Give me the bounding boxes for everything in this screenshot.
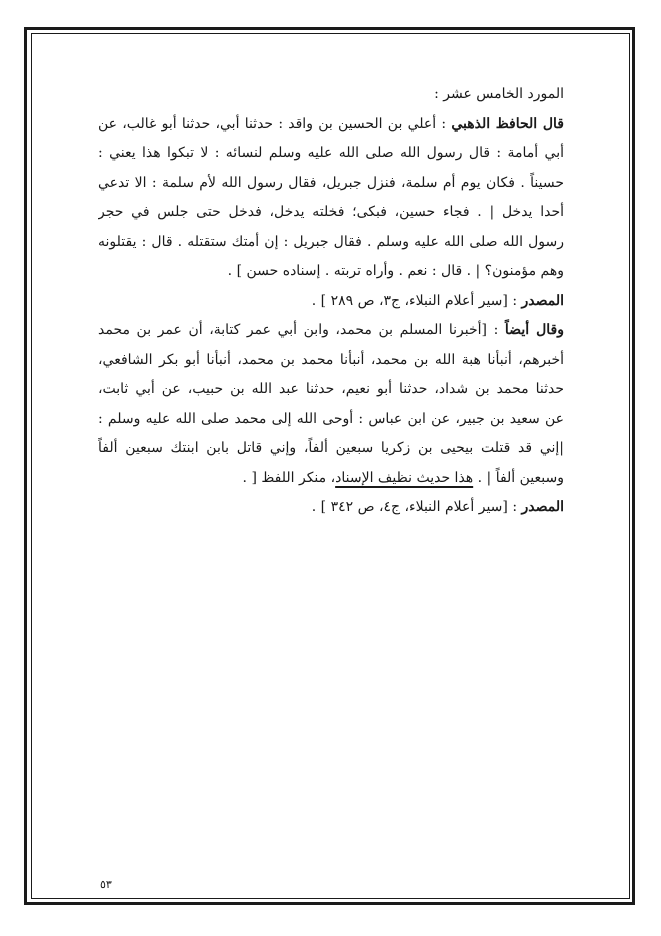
narration-line <box>98 464 564 494</box>
narration-line: أخبرهم، أنبأنا هبة الله بن محمد، أنبأنا محمد بن محمد، أنبأنا أبو بكر الشافعي، <box>98 351 564 368</box>
narration-line <box>98 316 564 346</box>
narration-text: وسبعين ألفاً | . <box>473 469 564 486</box>
narration-line: أحدا يدخل | . فجاء حسين، فبكى؛ فخلته يدخل، فدخل حتى جلس في حجر <box>98 204 564 220</box>
narration-line: عن سعيد بن جبير، عن ابن عباس : أوحى الله إلى محمد صلى الله عليه وسلم : <box>98 410 564 427</box>
document-body <box>98 80 564 523</box>
source-citation <box>98 287 564 317</box>
source-label: المصدر <box>521 499 564 515</box>
narration-text: ، منكر اللفظ [ . <box>242 469 336 486</box>
narration-line: حسيناً . فكان يوم أم سلمة، فنزل جبريل، فقال رسول الله لأم سلمة : الا تدعي <box>98 174 564 191</box>
speaker-name: وقال أيضاً <box>504 322 564 338</box>
narration-text: : أعلي بن الحسين بن واقد : حدثنا أبي، حدثنا أبو غالب، عن <box>98 115 452 132</box>
source-text: : [سير أعلام النبلاء، ج٤، ص ٣٤٢ ] . <box>311 499 522 515</box>
source-label: المصدر <box>521 292 564 309</box>
narration-line: رسول الله صلى الله عليه وسلم . فقال جبريل : إن أمتك ستقتله . قال : يقتلونه <box>98 233 564 250</box>
narration-line <box>98 110 564 140</box>
narration-line: أبي أمامة : قال رسول الله صلى الله عليه وسلم لنسائه : لا تبكوا هذا يعني : <box>98 145 564 161</box>
source-citation <box>98 493 564 523</box>
page-number: ٥٣ <box>100 878 112 891</box>
source-text: : [سير أعلام النبلاء، ج٣، ص ٢٨٩ ] . <box>311 292 522 309</box>
narration-text: : [أخبرنا المسلم بن محمد، وابن أبي عمر كتابة، أن عمر بن محمد <box>98 322 505 338</box>
narration-line: |إني قد قتلت بيحيى بن زكريا سبعين ألفاً، وإني قاتل بابن ابنتك سبعين ألفاً <box>98 440 564 456</box>
narration-line: حدثنا محمد بن شداد، حدثنا أبو نعيم، حدثنا عبد الله بن حبيب، عن أبي ثابت، <box>98 381 564 397</box>
hadith-grading: هذا حديث نظيف الإسناد <box>335 469 474 486</box>
section-title: المورد الخامس عشر : <box>434 86 564 102</box>
speaker-name: قال الحافظ الذهبي <box>451 115 564 132</box>
narration-line: وهم مؤمنون؟ | . قال : نعم . وأراه تربته . إسناده حسن ] . <box>227 263 564 279</box>
